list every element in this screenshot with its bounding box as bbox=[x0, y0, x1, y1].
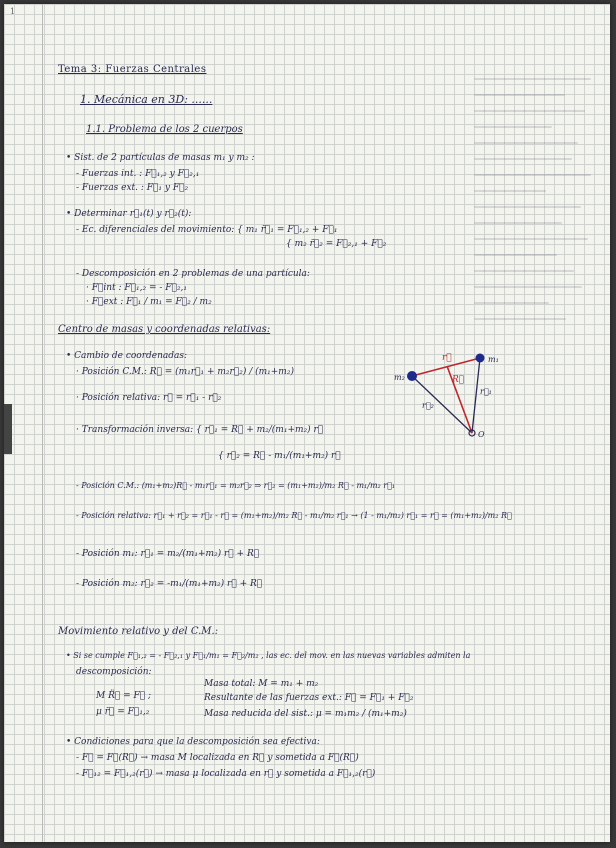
mass2-dot bbox=[407, 371, 417, 381]
two-body-diagram bbox=[392, 348, 522, 438]
text-line: - Posición m₁: r⃗₁ = m₂/(m₁+m₂) r⃗ + R⃗ bbox=[76, 549, 260, 559]
page-title: Tema 3: Fuerzas Centrales bbox=[58, 64, 207, 75]
vec-r1-label: r⃗₁ bbox=[480, 387, 492, 396]
section-heading: Centro de masas y coordenadas relativas: bbox=[58, 324, 271, 335]
vec-R-label: R⃗ bbox=[452, 375, 465, 385]
mass1-dot bbox=[476, 354, 485, 363]
text-line: • Condiciones para que la descomposición sea efectiva: bbox=[66, 737, 320, 747]
text-line: - Fuerzas ext. : F⃗₁ y F⃗₂ bbox=[76, 183, 189, 193]
text-line: { r⃗₂ = R⃗ - m₁/(m₁+m₂) r⃗ bbox=[218, 451, 341, 461]
section-heading: 1. Mecánica en 3D: ...... bbox=[80, 93, 213, 106]
text-line: · F⃗ext : F⃗₁ / m₁ = F⃗₂ / m₂ bbox=[86, 297, 212, 307]
text-line: • Si se cumple F⃗₁,₂ = - F⃗₂,₁ y F⃗₁/m₁ = F⃗₂/m₂ , las ec. del mov. en las nuevas variables admiten la bbox=[66, 651, 471, 660]
mass2-label: m₂ bbox=[394, 373, 405, 382]
text-line: - Posición relativa: r⃗₁ + r⃗₂ = r⃗₁ - r⃗ = (m₁+m₂)/m₂ R⃗ - m₁/m₂ r⃗₁ → (1 - m₁/m₂) r⃗₁ = r⃗ = (m₁+m₂)/m₂ R⃗ bbox=[76, 511, 512, 520]
text-line: · F⃗int : F⃗₁,₂ = - F⃗₂,₁ bbox=[86, 283, 188, 293]
text-line: • Sist. de 2 partículas de masas m₁ y m₂ : bbox=[66, 153, 255, 163]
notebook-page bbox=[4, 4, 610, 842]
text-line: descomposición: bbox=[76, 667, 152, 677]
text-line: · Posición C.M.: R⃗ = (m₁r⃗₁ + m₂r⃗₂) / (m₁+m₂) bbox=[76, 367, 294, 377]
mass1-label: m₁ bbox=[488, 355, 499, 364]
text-line: · Posición relativa: r⃗ = r⃗₁ - r⃗₂ bbox=[76, 393, 222, 403]
text-line: - Posición m₂: r⃗₂ = -m₁/(m₁+m₂) r⃗ + R⃗ bbox=[76, 579, 263, 589]
text-line: - Descomposición en 2 problemas de una partícula: bbox=[76, 269, 310, 279]
page-number: 1 bbox=[10, 7, 16, 16]
text-line: • Cambio de coordenadas: bbox=[66, 351, 188, 361]
text-line: - Fuerzas int. : F⃗₁,₂ y F⃗₂,₁ bbox=[76, 169, 200, 179]
vec-r2-label: r⃗₂ bbox=[422, 401, 434, 410]
r1-vector-line bbox=[472, 358, 480, 433]
text-line: - Posición C.M.: (m₁+m₂)R⃗ - m₁r⃗₁ = m₂r⃗₂ ⇒ r⃗₂ = (m₁+m₂)/m₂ R⃗ - m₁/m₂ r⃗₁ bbox=[76, 481, 396, 490]
text-line: M R̈⃗ = F⃗ ; bbox=[96, 691, 152, 701]
margin-line bbox=[42, 4, 43, 842]
text-line: · Transformación inversa: { r⃗₁ = R⃗ + m₂/(m₁+m₂) r⃗ bbox=[76, 425, 324, 435]
text-line: - F⃗ = F⃗(R⃗) → masa M localizada en R⃗ y sometida a F⃗(R⃗) bbox=[76, 753, 359, 763]
text-line: • Determinar r⃗₁(t) y r⃗₂(t): bbox=[66, 209, 192, 219]
vec-r-label: r⃗ bbox=[442, 353, 452, 363]
binding-tab bbox=[4, 404, 12, 454]
text-line: μ r̈⃗ = F⃗₁,₂ bbox=[96, 707, 150, 717]
text-line: Masa total: M = m₁ + m₂ bbox=[204, 679, 319, 689]
text-line: - F⃗₁₂ = F⃗₁,₂(r⃗) → masa μ localizada en r⃗ y sometida a F⃗₁,₂(r⃗) bbox=[76, 769, 376, 779]
section-heading: Movimiento relativo y del C.M.: bbox=[58, 626, 219, 637]
text-line: { m₂ r̈⃗₂ = F⃗₂,₁ + F⃗₂ bbox=[286, 239, 387, 249]
text-line: Resultante de las fuerzas ext.: F⃗ = F⃗₁ + F⃗₂ bbox=[204, 693, 414, 703]
text-line: Masa reducida del sist.: μ = m₁m₂ / (m₁+m₂) bbox=[204, 709, 407, 719]
subsection-heading: 1.1. Problema de los 2 cuerpos bbox=[86, 124, 243, 135]
text-line: - Ec. diferenciales del movimiento: { m₁ r̈⃗₁ = F⃗₁,₂ + F⃗₁ bbox=[76, 225, 338, 235]
origin-label: O bbox=[478, 430, 485, 438]
